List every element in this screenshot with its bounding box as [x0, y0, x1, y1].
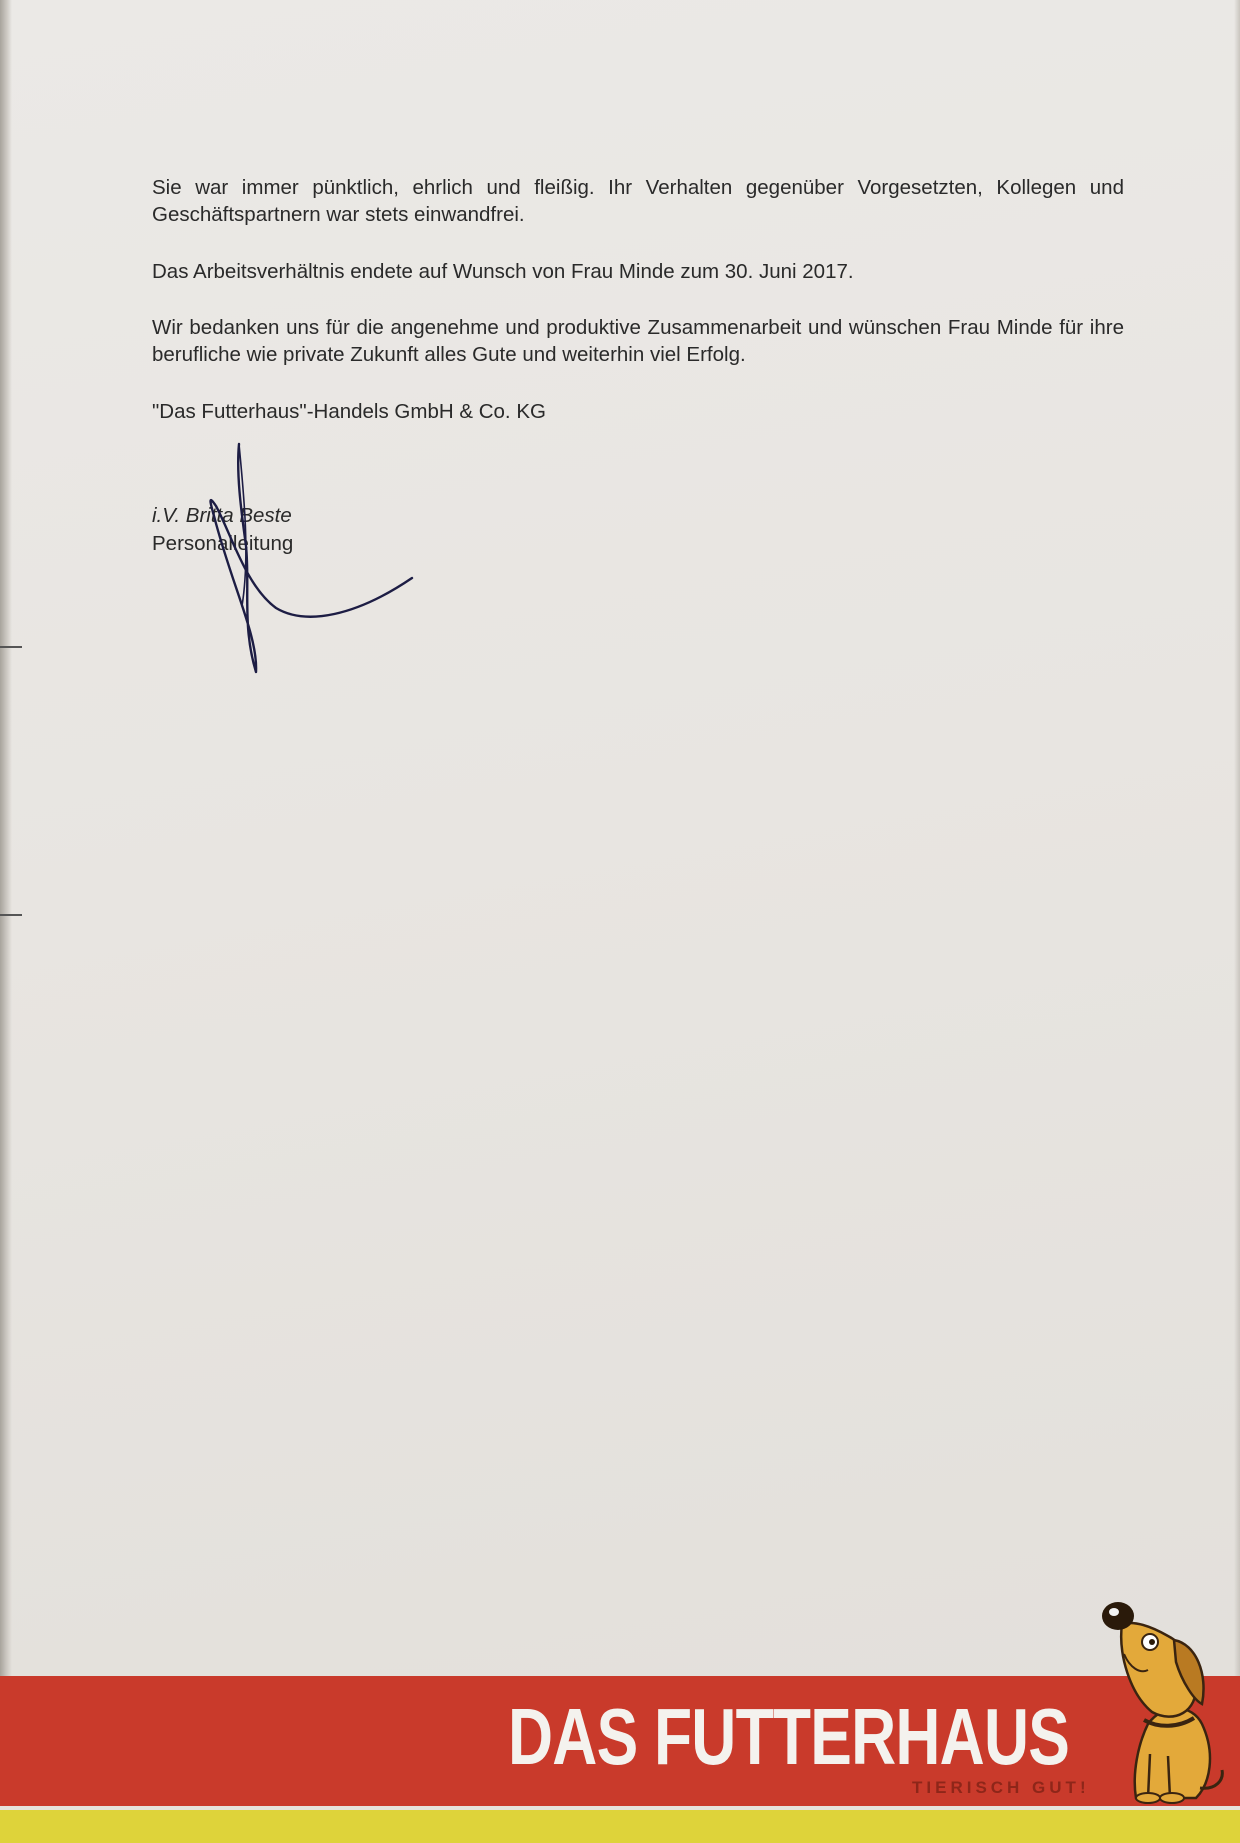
paper-edge-left [0, 0, 12, 1843]
paper-edge-right [1234, 0, 1240, 1843]
brand-logo-text: DAS FUTTERHAUS [508, 1692, 1070, 1781]
brand-tagline: TIERISCH GUT! [912, 1778, 1090, 1797]
signatory-role: Personalleitung [152, 532, 294, 555]
dog-mascot-icon [1078, 1584, 1228, 1804]
paragraph-conduct: Sie war immer pünktlich, ehrlich und fleißig. Ihr Verhalten gegenüber Vorgesetzten, Kollegen und Geschäftspartnern war stets einwandfrei. [152, 176, 1124, 226]
fold-mark-middle [0, 914, 22, 916]
company-name: "Das Futterhaus"-Handels GmbH & Co. KG [152, 400, 546, 423]
footer-yellow-band [0, 1810, 1240, 1843]
paragraph-termination: Das Arbeitsverhältnis endete auf Wunsch von Frau Minde zum 30. Juni 2017. [152, 260, 854, 283]
fold-mark-top [0, 646, 22, 648]
handwritten-signature [196, 436, 436, 682]
paragraph-thanks: Wir bedanken uns für die angenehme und produktive Zusammenarbeit und wünschen Frau Minde für ihre berufliche wie private Zukunft alles Gute und weiterhin viel Erfolg. [152, 316, 1124, 366]
signatory-name: i.V. Britta Beste [152, 504, 292, 527]
